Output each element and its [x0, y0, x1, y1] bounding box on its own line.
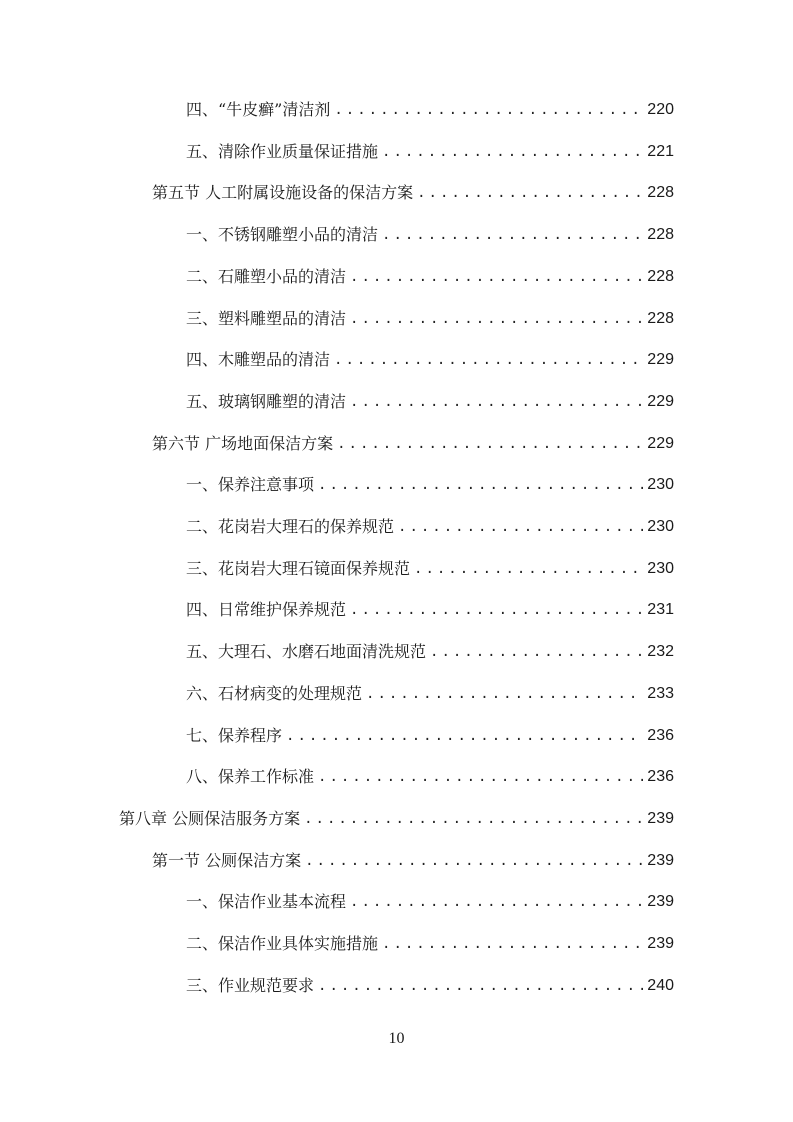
toc-entry-title: 六、石材病变的处理规范 [186, 683, 363, 703]
toc-dot-leader [366, 680, 643, 708]
toc-entry-page: 229 [647, 434, 674, 452]
toc-dot-leader [414, 555, 643, 583]
toc-dot-leader [334, 96, 643, 124]
toc-dot-leader [305, 847, 643, 875]
toc-entry[interactable] [119, 805, 674, 833]
page-number: 10 [388, 1030, 405, 1047]
toc-entry-title: 二、石雕塑小品的清洁 [186, 266, 347, 286]
toc-entry-title: 四、“牛皮癣”清洁剂 [186, 100, 331, 119]
toc-entry-page: 229 [647, 392, 674, 410]
toc-entry-page: 228 [647, 184, 674, 202]
toc-dot-leader [334, 346, 643, 374]
toc-dot-leader [286, 722, 643, 750]
toc-entry-title: 五、玻璃钢雕塑的清洁 [186, 391, 347, 411]
toc-entry-page: 230 [647, 476, 674, 494]
toc-entry[interactable] [186, 346, 674, 374]
toc-entry-title: 三、作业规范要求 [186, 975, 315, 995]
toc-entry[interactable] [186, 305, 674, 333]
toc-entry-title: 四、日常维护保养规范 [186, 600, 347, 620]
toc-dot-leader [304, 805, 643, 833]
toc-dot-leader [318, 763, 643, 791]
toc-entry-title: 五、大理石、水磨石地面清洗规范 [186, 642, 427, 662]
toc-entry[interactable] [152, 179, 674, 207]
toc-entry-page: 239 [647, 935, 674, 952]
toc-dot-leader [382, 138, 643, 166]
toc-entry[interactable] [186, 138, 674, 166]
toc-entry-page: 239 [647, 851, 674, 869]
toc-entry[interactable] [186, 888, 674, 916]
toc-dot-leader [350, 596, 643, 624]
toc-entry[interactable] [186, 930, 674, 958]
toc-entry[interactable] [186, 513, 674, 541]
toc-dot-leader [350, 263, 643, 291]
toc-entry-page: 221 [647, 142, 674, 160]
toc-entry[interactable] [186, 972, 674, 1000]
toc-entry-page: 239 [647, 893, 674, 911]
toc-entry-page: 233 [647, 684, 674, 702]
toc-entry-page: 230 [647, 518, 674, 535]
toc-entry-page: 228 [647, 309, 674, 327]
toc-entry[interactable] [186, 221, 674, 249]
toc-dot-leader [350, 388, 643, 416]
toc-dot-leader [318, 972, 643, 1000]
toc-entry[interactable] [186, 388, 674, 416]
toc-entry-title: 三、花岗岩大理石镜面保养规范 [186, 558, 411, 578]
toc-entry-page: 228 [647, 226, 674, 244]
toc-entry-page: 236 [647, 768, 674, 786]
toc-entry-title: 五、清除作业质量保证措施 [186, 141, 379, 161]
toc-entry-page: 232 [647, 643, 674, 661]
toc-entry[interactable] [152, 430, 674, 458]
toc-dot-leader [398, 513, 643, 541]
toc-dot-leader [350, 888, 643, 916]
toc-entry-title: 二、花岗岩大理石的保养规范 [186, 517, 395, 536]
toc-entry[interactable] [152, 847, 674, 875]
toc-entry[interactable] [186, 638, 674, 666]
toc-entry-title: 二、保洁作业具体实施措施 [186, 934, 379, 953]
toc-entry[interactable] [186, 763, 674, 791]
toc-entry-title: 第一节 公厕保洁方案 [152, 850, 302, 870]
toc-entry-title: 一、不锈钢雕塑小品的清洁 [186, 225, 379, 245]
toc-entry-page: 228 [647, 267, 674, 285]
toc-entry-page: 231 [647, 601, 674, 619]
toc-entry[interactable] [186, 471, 674, 499]
toc-entry-page: 230 [647, 559, 674, 577]
toc-entry[interactable] [186, 722, 674, 750]
toc-dot-leader [318, 471, 643, 499]
toc-entry[interactable] [186, 96, 674, 124]
toc-entry-title: 四、木雕塑品的清洁 [186, 350, 331, 370]
toc-entry-page: 220 [647, 101, 674, 118]
toc-entry-page: 229 [647, 351, 674, 369]
toc-entry-title: 一、保洁作业基本流程 [186, 892, 347, 912]
toc-dot-leader [350, 305, 643, 333]
toc-entry[interactable] [186, 263, 674, 291]
toc-entry[interactable] [186, 555, 674, 583]
toc-entry-title: 三、塑料雕塑品的清洁 [186, 308, 347, 328]
toc-entry-title: 第八章 公厕保洁服务方案 [119, 808, 301, 828]
toc-dot-leader [430, 638, 643, 666]
toc-entry[interactable] [186, 680, 674, 708]
toc-entry-title: 一、保养注意事项 [186, 475, 315, 495]
toc-dot-leader [417, 179, 643, 207]
toc-dot-leader [382, 930, 643, 958]
toc-entry-page: 239 [647, 809, 674, 827]
toc-entry-title: 第五节 人工附属设施设备的保洁方案 [152, 183, 414, 203]
toc-dot-leader [337, 430, 643, 458]
toc-entry-title: 七、保养程序 [186, 725, 283, 745]
toc-entry-page: 236 [647, 726, 674, 744]
toc-entry-page: 240 [647, 976, 674, 994]
toc-entry[interactable] [186, 596, 674, 624]
toc-dot-leader [382, 221, 643, 249]
toc-entry-title: 八、保养工作标准 [186, 767, 315, 787]
toc-entry-title: 第六节 广场地面保洁方案 [152, 433, 334, 453]
